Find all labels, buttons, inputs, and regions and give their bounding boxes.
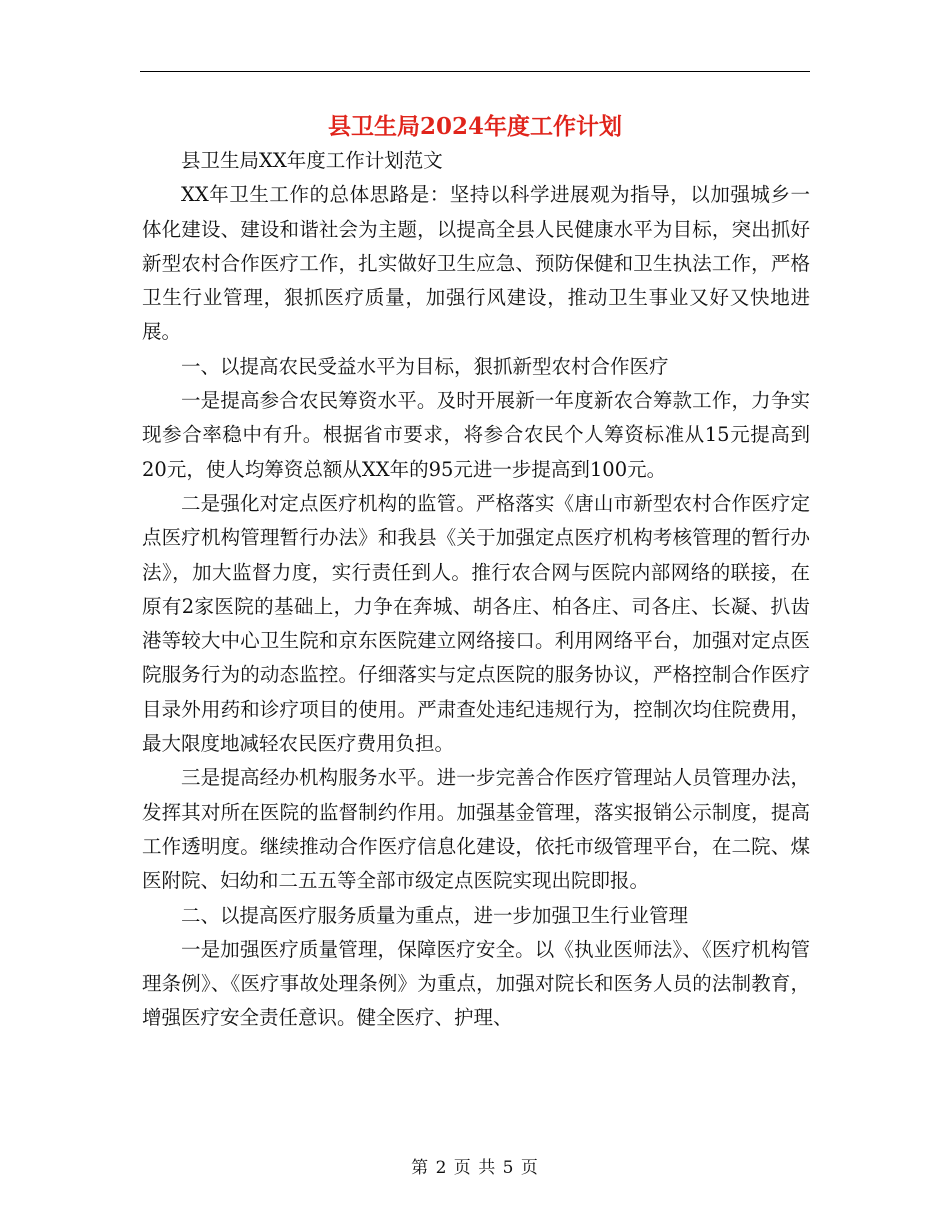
paragraph: 一是加强医疗质量管理，保障医疗安全。以《执业医师法》、《医疗机构管理条例》、《医疗事故处理条例》为重点，加强对院长和医务人员的法制教育，增强医疗安全责任意识。健全医疗、护理、 (142, 937, 810, 1030)
document-body (142, 144, 810, 1036)
paragraph: 三是提高经办机构服务水平。进一步完善合作医疗管理站人员管理办法，发挥其对所在医院的监督制约作用。加强基金管理，落实报销公示制度，提高工作透明度。继续推动合作医疗信息化建设，依托市级管理平台，在二院、煤医附院、妇幼和二五五等全部市级定点医院实现出院即报。 (142, 766, 810, 893)
document-title: 县卫生局2024年度工作计划 (327, 113, 622, 140)
header-rule (140, 71, 810, 72)
section-heading: 二、以提高医疗服务质量为重点，进一步加强卫生行业管理 (181, 903, 689, 927)
paragraph: 一是提高参合农民筹资水平。及时开展新一年度新农合筹款工作，力争实现参合率稳中有升。根据省市要求，将参合农民个人筹资标准从15元提高到20元，使人均筹资总额从XX年的95元进一步提高到100元。 (142, 389, 810, 481)
paragraph: 二是强化对定点医疗机构的监管。严格落实《唐山市新型农村合作医疗定点医疗机构管理暂行办法》和我县《关于加强定点医疗机构考核管理的暂行办法》，加大监督力度，实行责任到人。推行农合网与医院内部网络的联接，在原有2家医院的基础上，力争在奔城、胡各庄、柏各庄、司各庄、长凝、扒齿港等较大中心卫生院和京东医院建立网络接口。利用网络平台，加强对定点医院服务行为的动态监控。仔细落实与定点医院的服务协议，严格控制合作医疗目录外用药和诊疗项目的使用。严肃查处违纪违规行为，控制次均住院费用，最大限度地减轻农民医疗费用负担。 (142, 491, 810, 756)
page-number-footer: 第 2 页 共 5 页 (411, 1158, 539, 1178)
section-heading: 一、以提高农民受益水平为目标，狠抓新型农村合作医疗 (181, 354, 669, 378)
paragraph: 县卫生局XX年度工作计划范文 (181, 149, 443, 172)
paragraph: XX年卫生工作的总体思路是：坚持以科学进展观为指导，以加强城乡一体化建设、建设和谐社会为主题，以提高全县人民健康水平为目标，突出抓好新型农村合作医疗工作，扎实做好卫生应急、预防保健和卫生执法工作，严格卫生行业管理，狠抓医疗质量，加强行风建设，推动卫生事业又好又快地进展。 (142, 183, 810, 344)
